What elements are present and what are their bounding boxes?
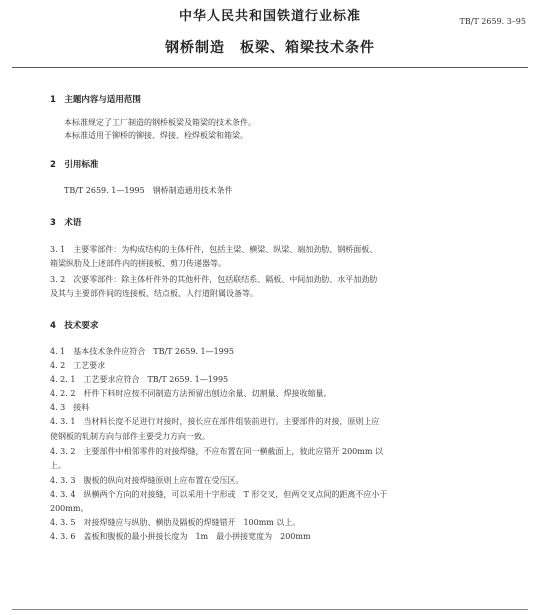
section-2-heading: 2 引用标准 xyxy=(50,160,99,170)
clause-4-2-2: 4. 2. 2 杆件下料时应按不同制造方法预留出刨边余量、切割量、焊接收缩量。 xyxy=(50,389,332,398)
clause-3-1-line-2: 箱梁纵肋及上述部件内的拼接板、剪刀传递器等。 xyxy=(50,259,226,268)
page-bottom-edge xyxy=(12,609,528,610)
section-1-heading: 1 主题内容与适用范围 xyxy=(50,95,141,105)
section-1-paragraph-1: 本标准规定了工厂制造的钢桥板梁及箱梁的技术条件。 xyxy=(64,118,256,127)
clause-4-3-2-line-1: 4. 3. 2 主要部件中相邻零件的对接焊缝，不应布置在同一横截面上，彼此应错开 200mm 以 xyxy=(50,447,383,456)
clause-4-3-4-line-1: 4. 3. 4 纵横两个方向的对接缝，可以采用十字形或 T 形交叉，但两交叉点间的距离不应小于 xyxy=(50,490,388,499)
clause-4-3-5: 4. 3. 5 对接焊缝应与纵肋、横肋及隔板的焊缝错开 100mm 以上。 xyxy=(50,518,301,527)
clause-4-3-1-line-2: 使钢板的轧制方向与部件主要受力方向一致。 xyxy=(50,432,210,441)
clause-4-3-3: 4. 3. 3 腹板的纵向对接焊缝原则上应布置在受压区。 xyxy=(50,476,244,485)
clause-3-2-line-2: 及其与主要部件间的连接板、结点板、人行道附属设备等。 xyxy=(50,289,258,298)
document-title: 钢桥制造 板梁、箱梁技术条件 xyxy=(165,40,375,56)
clause-4-3-4-line-2: 200mm。 xyxy=(50,504,89,513)
standard-number: TB/T 2659. 3–95 xyxy=(459,17,526,26)
section-1-paragraph-2: 本标准适用于铆桥的铆接、焊接、栓焊板梁和箱梁。 xyxy=(64,131,248,140)
clause-3-1-line-1: 3. 1 主要零部件：为构成结构的主体杆件，包括主梁、横梁、纵梁、端加劲肋、钢桥面板、 xyxy=(50,245,378,254)
clause-4-2-1: 4. 2. 1 工艺要求应符合 TB/T 2659. 1—1995 xyxy=(50,375,229,384)
standard-org-title: 中华人民共和国铁道行业标准 xyxy=(178,9,361,24)
referenced-standard: TB/T 2659. 1—1995 钢桥制造通用技术条件 xyxy=(64,186,233,195)
clause-4-3: 4. 3 接料 xyxy=(50,403,90,412)
clause-3-2-line-1: 3. 2 次要零部件：除主体杆件外的其他杆件，包括联结系、隔板、中间加劲肋、水平加劲肋 xyxy=(50,275,378,284)
clause-4-3-6: 4. 3. 6 盖板和腹板的最小拼接长度为 1m 最小拼接宽度为 200mm xyxy=(50,532,311,541)
clause-4-2: 4. 2 工艺要求 xyxy=(50,361,106,370)
section-3-heading: 3 术语 xyxy=(50,218,82,228)
clause-4-1: 4. 1 基本技术条件应符合 TB/T 2659. 1—1995 xyxy=(50,347,234,356)
clause-4-3-1-line-1: 4. 3. 1 当材料长度不足进行对接时，接长应在部件组装前进行。主要部件的对接，原则上应 xyxy=(50,417,380,426)
clause-4-3-2-line-2: 上。 xyxy=(50,461,66,470)
section-4-heading: 4 技术要求 xyxy=(50,321,99,331)
header-divider xyxy=(12,67,528,68)
